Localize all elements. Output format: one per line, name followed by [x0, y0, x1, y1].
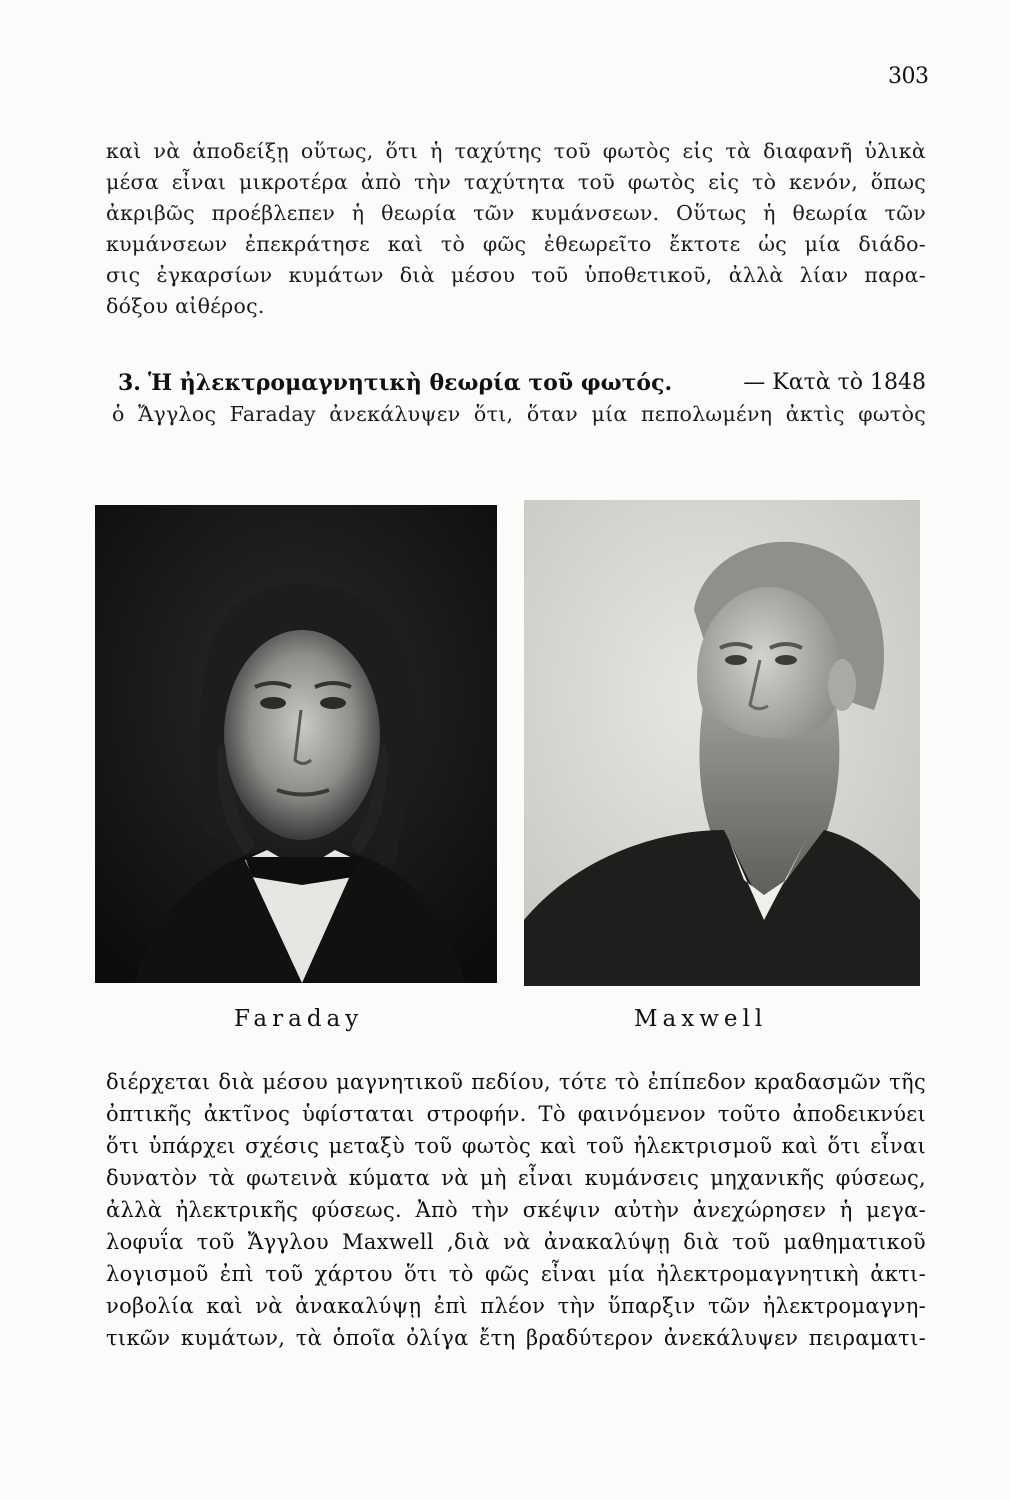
text-line: λοφυΐα τοῦ Ἄγγλου Maxwell ,διὰ νὰ ἀνακαλύψῃ διὰ τοῦ μαθηματικοῦ [106, 1230, 926, 1254]
text-line: σις ἐγκαρσίων κυμάτων διὰ μέσου τοῦ ὑποθετικοῦ, ἀλλὰ λίαν παρα- [106, 263, 926, 287]
section-title: Ἡ ἠλεκτρομαγνητικὴ θεωρία τοῦ φωτός. [147, 370, 673, 396]
text-line: δόξου αἰθέρος. [106, 294, 265, 318]
text-line: ὀπτικῆς ἀκτῖνος ὑφίσταται στροφήν. Τὸ φαινόμενον τοῦτο ἀποδεικνύει [106, 1102, 926, 1126]
paragraph-2 [106, 1066, 926, 1354]
text-line: διέρχεται διὰ μέσου μαγνητικοῦ πεδίου, τότε τὸ ἐπίπεδον κραδασμῶν τῆς [106, 1070, 926, 1094]
caption-maxwell: Maxwell [634, 1006, 768, 1032]
section-title-rest: — Κατὰ τὸ 1848 [743, 370, 926, 395]
text-line: τικῶν κυμάτων, τὰ ὁποῖα ὀλίγα ἔτη βραδύτερον ἀνεκάλυψεν πειραματι- [106, 1326, 926, 1350]
maxwell-portrait [524, 500, 920, 986]
text-line: μέσα εἶναι μικροτέρα ἀπὸ τὴν ταχύτητα τοῦ φωτὸς εἰς τὸ κενόν, ὅπως [106, 170, 926, 194]
page-number: 303 [888, 64, 929, 89]
text-line: ἀκριβῶς προέβλεπεν ἡ θεωρία τῶν κυμάνσεων. Οὕτως ἡ θεωρία τῶν [106, 201, 926, 225]
section-heading [118, 370, 926, 396]
text-line: λογισμοῦ ἐπὶ τοῦ χάρτου ὅτι τὸ φῶς εἶναι μία ἠλεκτρομαγνητικὴ ἀκτι- [106, 1262, 926, 1286]
caption-faraday: Faraday [234, 1006, 364, 1032]
section-line-2: ὁ Ἄγγλος Faraday ἀνεκάλυψεν ὅτι, ὅταν μία πεπολωμένη ἀκτὶς φωτὸς [112, 402, 926, 426]
text-line: ὅτι ὑπάρχει σχέσις μεταξὺ τοῦ φωτὸς καὶ τοῦ ἠλεκτρισμοῦ καὶ ὅτι εἶναι [106, 1134, 926, 1158]
section-number: 3. [118, 370, 141, 396]
text-line: ἀλλὰ ἠλεκτρικῆς φύσεως. Ἀπὸ τὴν σκέψιν αὐτὴν ἀνεχώρησεν ἡ μεγα- [106, 1198, 926, 1222]
paragraph-1 [106, 136, 926, 322]
faraday-portrait [95, 505, 497, 983]
text-line: καὶ νὰ ἀποδείξῃ οὕτως, ὅτι ἡ ταχύτης τοῦ φωτὸς εἰς τὰ διαφανῆ ὑλικὰ [106, 139, 926, 163]
text-line: δυνατὸν τὰ φωτεινὰ κύματα νὰ μὴ εἶναι κυμάνσεις μηχανικῆς φύσεως, [106, 1166, 926, 1190]
text-line: νοβολία καὶ νὰ ἀνακαλύψῃ ἐπὶ πλέον τὴν ὕπαρξιν τῶν ἠλεκτρομαγνη- [106, 1294, 926, 1318]
text-line: κυμάνσεων ἐπεκράτησε καὶ τὸ φῶς ἐθεωρεῖτο ἔκτοτε ὡς μία διάδο- [106, 232, 926, 256]
